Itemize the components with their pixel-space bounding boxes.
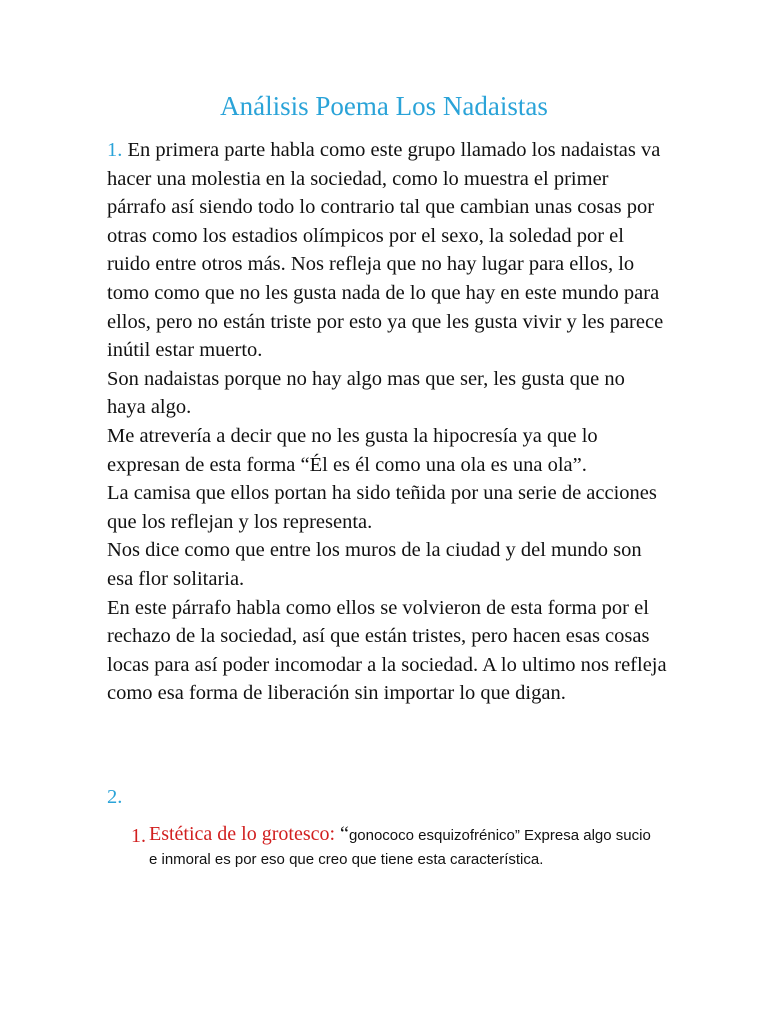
section-1-intro bbox=[107, 136, 667, 365]
paragraph-3: La camisa que ellos portan ha sido teñida por una serie de acciones que los reflejan y los representa. bbox=[107, 482, 657, 533]
section-2-number: 2. bbox=[107, 786, 123, 808]
paragraph-2: Me atrevería a decir que no les gusta la hipocresía ya que lo expresan de esta forma “Él es él como una ola es una ola”. bbox=[107, 424, 598, 476]
list-item-text: gonococo esquizofrénico” Expresa algo sucio e inmoral es por eso que creo que tiene esta característica. bbox=[149, 827, 651, 868]
section-1-intro-text: En primera parte habla como este grupo llamado los nadaistas va hacer una molestia en la sociedad, como lo muestra el primer párrafo así siendo todo lo contrario tal que cambian unas cosas por otras como los estadios olímpicos por el sexo, la soledad por el ruido entre otros más. Nos refleja que no hay lugar para ellos, lo tomo como que no les gusta nada de lo que hay en este mundo para ellos, pero no están triste por esto ya que les gusta vivir y les parece inútil estar muerto. bbox=[107, 139, 664, 362]
list-item-content bbox=[149, 822, 651, 872]
section-2-list bbox=[131, 822, 651, 872]
paragraph-4: Nos dice como que entre los muros de la ciudad y del mundo son esa flor solitaria. bbox=[107, 539, 642, 590]
list-item-term: Estética de lo grotesco: bbox=[149, 823, 336, 845]
section-1-number: 1. bbox=[107, 139, 123, 161]
paragraph-5: En este párrafo habla como ellos se volvieron de esta forma por el rechazo de la sociedad, así que están tristes, pero hacen esas cosas locas para así poder incomodar a la sociedad. A lo ultimo nos refleja como esa forma de liberación sin importar lo que digan. bbox=[107, 596, 667, 705]
list-item-open-quote: “ bbox=[335, 823, 349, 845]
list-item-marker: 1. bbox=[131, 825, 146, 847]
section-1 bbox=[107, 136, 667, 708]
paragraph-1: Son nadaistas porque no hay algo mas que ser, les gusta que no haya algo. bbox=[107, 367, 625, 419]
list-item bbox=[131, 822, 651, 872]
document-title: Análisis Poema Los Nadaistas bbox=[220, 91, 548, 121]
